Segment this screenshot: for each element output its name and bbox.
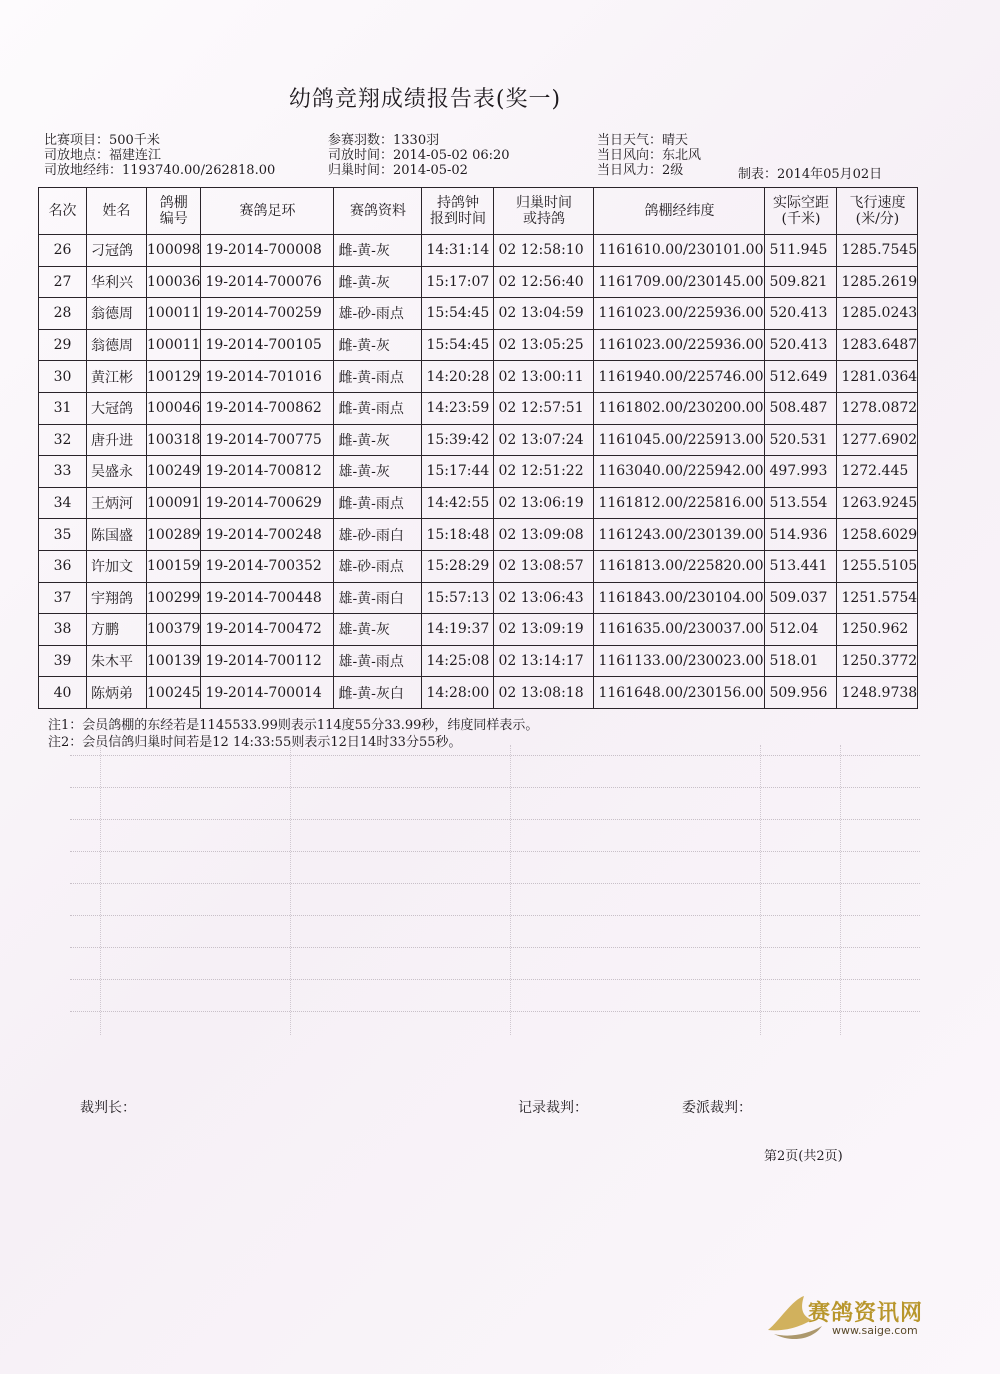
table-cell: 100318 — [147, 424, 201, 456]
table-cell: 497.993 — [765, 456, 837, 488]
table-cell: 1161813.00/225820.00 — [594, 550, 765, 582]
table-cell: 19-2014-700775 — [201, 424, 334, 456]
table-cell: 100139 — [147, 645, 201, 677]
column-header: 赛鸽足环 — [201, 188, 334, 235]
table-cell: 1163040.00/225942.00 — [594, 456, 765, 488]
table-cell: 1161940.00/225746.00 — [594, 361, 765, 393]
table-row — [39, 424, 918, 456]
table-cell: 15:28:29 — [422, 550, 494, 582]
table-cell: 100011 — [147, 329, 201, 361]
table-cell: 1161802.00/230200.00 — [594, 392, 765, 424]
table-cell: 02 13:04:59 — [494, 298, 594, 330]
table-cell: 雌-黄-雨点 — [334, 392, 422, 424]
table-row — [39, 487, 918, 519]
table-cell: 1281.0364 — [837, 361, 918, 393]
table-cell: 15:39:42 — [422, 424, 494, 456]
table-cell: 1250.962 — [837, 614, 918, 646]
table-cell: 02 13:00:11 — [494, 361, 594, 393]
table-cell: 雌-黄-雨点 — [334, 487, 422, 519]
table-cell: 19-2014-700076 — [201, 266, 334, 298]
table-cell: 1161023.00/225936.00 — [594, 329, 765, 361]
column-header: 鸽棚 编号 — [147, 188, 201, 235]
table-cell: 19-2014-700259 — [201, 298, 334, 330]
table-cell: 雄-砂-雨点 — [334, 298, 422, 330]
table-cell: 509.956 — [765, 677, 837, 709]
table-cell: 100091 — [147, 487, 201, 519]
table-cell: 华利兴 — [87, 266, 147, 298]
table-cell: 100249 — [147, 456, 201, 488]
table-cell: 19-2014-700812 — [201, 456, 334, 488]
table-cell: 1278.0872 — [837, 392, 918, 424]
table-cell: 38 — [39, 614, 87, 646]
report-title: 幼鸽竞翔成绩报告表(奖一) — [288, 87, 562, 112]
table-cell: 14:23:59 — [422, 392, 494, 424]
table-cell: 雌-黄-灰 — [334, 424, 422, 456]
table-cell: 15:17:44 — [422, 456, 494, 488]
table-cell: 100129 — [147, 361, 201, 393]
table-cell: 1263.9245 — [837, 487, 918, 519]
table-cell: 1161648.00/230156.00 — [594, 677, 765, 709]
table-cell: 1283.6487 — [837, 329, 918, 361]
table-cell: 1251.5754 — [837, 582, 918, 614]
table-cell: 14:42:55 — [422, 487, 494, 519]
table-row — [39, 582, 918, 614]
table-cell: 翁德周 — [87, 298, 147, 330]
table-cell: 许加文 — [87, 550, 147, 582]
table-row — [39, 677, 918, 709]
race-distance: 比赛项目：500千米 — [44, 133, 160, 148]
table-cell: 36 — [39, 550, 87, 582]
table-cell: 509.037 — [765, 582, 837, 614]
table-row — [39, 550, 918, 582]
return-date: 归巢时间：2014-05-02 — [328, 163, 468, 178]
table-cell: 514.936 — [765, 519, 837, 551]
note-2: 注2：会员信鸽归巢时间若是12 14:33:55则表示12日14时33分55秒。 — [48, 735, 462, 750]
table-cell: 100299 — [147, 582, 201, 614]
table-cell: 02 13:06:19 — [494, 487, 594, 519]
watermark-text: 赛鸽资讯网 — [808, 1301, 924, 1326]
table-cell: 1161133.00/230023.00 — [594, 645, 765, 677]
table-cell: 100379 — [147, 614, 201, 646]
table-cell: 吴盛永 — [87, 456, 147, 488]
table-cell: 513.441 — [765, 550, 837, 582]
table-row — [39, 298, 918, 330]
table-cell: 512.04 — [765, 614, 837, 646]
table-cell: 14:19:37 — [422, 614, 494, 646]
table-cell: 02 12:58:10 — [494, 235, 594, 267]
table-cell: 518.01 — [765, 645, 837, 677]
table-cell: 02 13:05:25 — [494, 329, 594, 361]
table-cell: 雌-黄-雨点 — [334, 361, 422, 393]
table-cell: 32 — [39, 424, 87, 456]
table-cell: 19-2014-701016 — [201, 361, 334, 393]
table-cell: 王炳河 — [87, 487, 147, 519]
table-cell: 19-2014-700862 — [201, 392, 334, 424]
table-cell: 520.531 — [765, 424, 837, 456]
table-cell: 1161610.00/230101.00 — [594, 235, 765, 267]
table-cell: 02 12:56:40 — [494, 266, 594, 298]
table-cell: 1285.0243 — [837, 298, 918, 330]
table-cell: 1250.3772 — [837, 645, 918, 677]
table-cell: 509.821 — [765, 266, 837, 298]
table-cell: 雄-砂-雨白 — [334, 519, 422, 551]
table-cell: 宇翔鸽 — [87, 582, 147, 614]
table-cell: 方鹏 — [87, 614, 147, 646]
table-cell: 511.945 — [765, 235, 837, 267]
table-cell: 15:17:07 — [422, 266, 494, 298]
table-cell: 27 — [39, 266, 87, 298]
table-cell: 1255.5105 — [837, 550, 918, 582]
table-cell: 100159 — [147, 550, 201, 582]
table-cell: 34 — [39, 487, 87, 519]
table-cell: 19-2014-700248 — [201, 519, 334, 551]
table-cell: 15:18:48 — [422, 519, 494, 551]
table-cell: 15:54:45 — [422, 298, 494, 330]
table-cell: 513.554 — [765, 487, 837, 519]
table-cell: 14:31:14 — [422, 235, 494, 267]
watermark-url: www.saige.com — [832, 1324, 918, 1337]
table-cell: 陈炳弟 — [87, 677, 147, 709]
column-header: 鸽棚经纬度 — [594, 188, 765, 235]
table-cell: 31 — [39, 392, 87, 424]
appointed-judge-label: 委派裁判： — [682, 1100, 752, 1116]
table-cell: 100046 — [147, 392, 201, 424]
table-cell: 雄-黄-雨白 — [334, 582, 422, 614]
table-cell: 雄-黄-雨点 — [334, 645, 422, 677]
table-row — [39, 519, 918, 551]
table-cell: 02 12:57:51 — [494, 392, 594, 424]
release-coordinates: 司放地经纬：1193740.00/262818.00 — [44, 163, 276, 178]
table-cell: 15:57:13 — [422, 582, 494, 614]
table-cell: 1161045.00/225913.00 — [594, 424, 765, 456]
bleed-through-lines — [40, 745, 940, 1065]
table-cell: 19-2014-700112 — [201, 645, 334, 677]
table-cell: 33 — [39, 456, 87, 488]
table-cell: 15:54:45 — [422, 329, 494, 361]
table-row — [39, 645, 918, 677]
table-cell: 29 — [39, 329, 87, 361]
table-body — [39, 235, 918, 709]
table-cell: 1161812.00/225816.00 — [594, 487, 765, 519]
table-cell: 雌-黄-灰 — [334, 329, 422, 361]
race-info-left — [44, 133, 275, 178]
table-cell: 黄江彬 — [87, 361, 147, 393]
table-cell: 1285.2619 — [837, 266, 918, 298]
table-cell: 508.487 — [765, 392, 837, 424]
table-cell: 1277.6902 — [837, 424, 918, 456]
table-cell: 02 13:07:24 — [494, 424, 594, 456]
table-cell: 1161843.00/230104.00 — [594, 582, 765, 614]
table-row — [39, 614, 918, 646]
column-header: 实际空距 (千米) — [765, 188, 837, 235]
table-made-date: 制表：2014年05月02日 — [738, 167, 883, 182]
record-judge-label: 记录裁判： — [518, 1100, 588, 1116]
table-cell: 520.413 — [765, 298, 837, 330]
column-header: 赛鸽资料 — [334, 188, 422, 235]
table-cell: 100011 — [147, 298, 201, 330]
wind-force: 当日风力：2级 — [597, 163, 684, 178]
table-cell: 28 — [39, 298, 87, 330]
table-cell: 雄-黄-灰 — [334, 456, 422, 488]
table-cell: 陈国盛 — [87, 519, 147, 551]
site-watermark — [760, 1290, 980, 1370]
table-cell: 朱木平 — [87, 645, 147, 677]
table-cell: 大冠鸽 — [87, 392, 147, 424]
table-cell: 02 13:09:19 — [494, 614, 594, 646]
table-cell: 40 — [39, 677, 87, 709]
table-cell: 1161023.00/225936.00 — [594, 298, 765, 330]
table-row — [39, 235, 918, 267]
table-cell: 19-2014-700448 — [201, 582, 334, 614]
table-cell: 刁冠鸽 — [87, 235, 147, 267]
table-cell: 02 13:06:43 — [494, 582, 594, 614]
table-cell: 翁德周 — [87, 329, 147, 361]
column-header: 姓名 — [87, 188, 147, 235]
table-cell: 14:25:08 — [422, 645, 494, 677]
table-cell: 1161243.00/230139.00 — [594, 519, 765, 551]
column-header: 归巢时间 或持鸽 — [494, 188, 594, 235]
table-cell: 14:20:28 — [422, 361, 494, 393]
column-header: 名次 — [39, 188, 87, 235]
table-cell: 512.649 — [765, 361, 837, 393]
page-number: 第2页(共2页) — [764, 1149, 843, 1164]
table-row — [39, 392, 918, 424]
head-judge-label: 裁判长： — [80, 1100, 136, 1116]
table-row — [39, 361, 918, 393]
wind-direction: 当日风向：东北风 — [597, 148, 702, 163]
table-row — [39, 266, 918, 298]
table-cell: 100245 — [147, 677, 201, 709]
note-1: 注1：会员鸽棚的东经若是1145533.99则表示114度55分33.99秒，纬度同样表示。 — [48, 718, 539, 733]
table-cell: 1272.445 — [837, 456, 918, 488]
entry-count: 参赛羽数：1330羽 — [328, 133, 440, 148]
table-cell: 35 — [39, 519, 87, 551]
table-cell: 雄-黄-灰 — [334, 614, 422, 646]
table-row — [39, 329, 918, 361]
table-cell: 14:28:00 — [422, 677, 494, 709]
table-cell: 02 13:08:18 — [494, 677, 594, 709]
table-cell: 100289 — [147, 519, 201, 551]
table-cell: 雌-黄-灰 — [334, 235, 422, 267]
table-cell: 02 13:09:08 — [494, 519, 594, 551]
table-cell: 1248.9738 — [837, 677, 918, 709]
table-cell: 1161635.00/230037.00 — [594, 614, 765, 646]
table-cell: 19-2014-700014 — [201, 677, 334, 709]
table-cell: 30 — [39, 361, 87, 393]
table-cell: 02 12:51:22 — [494, 456, 594, 488]
table-cell: 520.413 — [765, 329, 837, 361]
table-cell: 19-2014-700008 — [201, 235, 334, 267]
table-cell: 19-2014-700629 — [201, 487, 334, 519]
race-info-right — [597, 133, 701, 178]
table-cell: 雌-黄-灰白 — [334, 677, 422, 709]
table-cell: 1285.7545 — [837, 235, 918, 267]
race-info-middle — [328, 133, 510, 178]
table-cell: 1258.6029 — [837, 519, 918, 551]
table-cell: 26 — [39, 235, 87, 267]
weather: 当日天气：晴天 — [597, 133, 689, 148]
column-header: 飞行速度 (米/分) — [837, 188, 918, 235]
table-cell: 02 13:08:57 — [494, 550, 594, 582]
table-cell: 39 — [39, 645, 87, 677]
table-header-row — [39, 188, 918, 235]
table-cell: 雌-黄-灰 — [334, 266, 422, 298]
column-header: 持鸽钟 报到时间 — [422, 188, 494, 235]
results-table — [38, 187, 918, 709]
table-cell: 02 13:14:17 — [494, 645, 594, 677]
table-row — [39, 456, 918, 488]
table-cell: 19-2014-700352 — [201, 550, 334, 582]
table-cell: 100098 — [147, 235, 201, 267]
table-cell: 37 — [39, 582, 87, 614]
table-cell: 100036 — [147, 266, 201, 298]
release-location: 司放地点：福建连江 — [44, 148, 162, 163]
table-cell: 1161709.00/230145.00 — [594, 266, 765, 298]
release-time: 司放时间：2014-05-02 06:20 — [328, 148, 510, 163]
table-cell: 唐升进 — [87, 424, 147, 456]
table-cell: 雄-砂-雨点 — [334, 550, 422, 582]
table-cell: 19-2014-700105 — [201, 329, 334, 361]
table-cell: 19-2014-700472 — [201, 614, 334, 646]
